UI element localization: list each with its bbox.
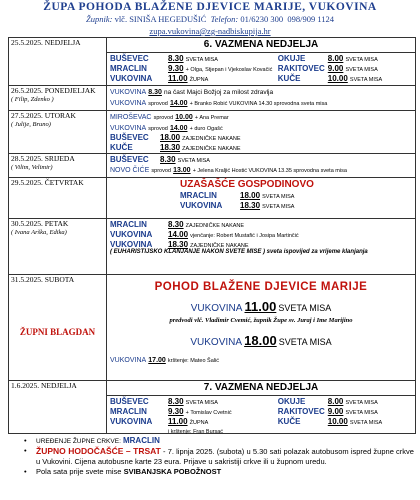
date: 31.5.2025. SUBOTA [11, 275, 75, 284]
time: 9.30 [168, 406, 184, 416]
table-row [8, 274, 416, 380]
place: VUKOVINA [110, 124, 147, 132]
table-row [8, 85, 416, 110]
list-item [24, 467, 414, 477]
time: 18.30 [168, 239, 189, 249]
time: 10.00 [327, 73, 348, 83]
time: 9.00 [327, 406, 344, 416]
intention: SVETA MISA [185, 400, 218, 407]
date: 26.5.2025. PONEDJELJAK [11, 86, 96, 95]
content-cell [107, 86, 415, 110]
date: 27.5.2025. UTORAK [11, 111, 76, 120]
date: 25.5.2025. NEDJELJA [11, 38, 81, 47]
date-cell [9, 178, 107, 218]
announcement-value: SVIBANJSKA POBOŽNOST [123, 467, 222, 477]
intention: ZAJEDNIČKE NAKANE [182, 145, 241, 152]
content-cell [107, 178, 415, 218]
time: 18.30 [240, 200, 261, 210]
list-item [24, 446, 414, 467]
presider-note: predvodi vlč. Vladimir Cvemić, župnik Župe sv. Juraj i Ime Marijino [169, 317, 353, 325]
time: 8.30 [148, 89, 162, 96]
time: 10.00 [175, 114, 193, 121]
intention: SVETA MISA [177, 158, 210, 164]
announcement-label: UREĐENJE ŽUPNE CRKVE: [36, 438, 121, 445]
time: 13.00 [173, 166, 191, 174]
page-header [0, 0, 420, 36]
time: 8.30 [168, 397, 184, 407]
time: 10.00 [327, 416, 348, 426]
intention: + Olga, Stjepan i Vjekoslav Kovačić [185, 66, 273, 73]
place: BUŠEVEC [110, 155, 149, 164]
time: 8.30 [168, 220, 184, 229]
place: KUČE [277, 73, 301, 83]
intention: + Ana Premar [194, 115, 229, 121]
date: 1.6.2025. NEDJELJA [11, 381, 77, 390]
time: 18.00 [160, 133, 181, 143]
time: 8.00 [327, 397, 344, 407]
table-row [8, 37, 416, 85]
baptism-note: i krštenje: Fran Bursać [168, 429, 224, 436]
day-heading: UZAŠAŠĆE GOSPODINOVO [180, 179, 314, 190]
intention: + duro Ogašć [189, 125, 223, 132]
intention: + Tomislav Cvetnić [185, 409, 232, 416]
time: 18.30 [160, 142, 181, 152]
phone: 01/6230 300 [240, 14, 284, 24]
name-day: ( Vilim, Velimir) [11, 163, 53, 171]
date: 30.5.2025. PETAK [11, 219, 69, 228]
announcement-label: ŽUPNO HODOČAŠĆE – TRSAT [36, 446, 161, 457]
time: 9.00 [327, 63, 344, 73]
intention: krštenje: Mateo Šalić [167, 358, 219, 365]
date-cell [9, 38, 107, 85]
email-link[interactable]: zupa.vukovina@zg-nadbiskupija.hr [149, 26, 271, 36]
intention: ZAJEDNIČKE NAKANE [190, 242, 249, 249]
place: NOVO ČIĆE [110, 166, 150, 174]
place: VUKOVINA [110, 99, 147, 107]
intention: na čast Majci Božjoj za milost zdravlja [164, 89, 274, 96]
bullet-icon: • [24, 467, 27, 477]
type: sprovod [153, 115, 174, 121]
content-cell [107, 219, 415, 274]
adoration-note: ( EUHARISTIJSKO KLANJANJE NAKON SVETE MISE ) sveta ispovijed za vrijeme klanjanja [110, 249, 368, 256]
announcement-text: - 7. lipnja 2025. (subota) u 5.30 sati polazak autobusom ispred župne crkve u Vukovini. Cijena autobusne karte 23 eura. Prijave u sakristiji crkve ili u župnom uredu. [36, 447, 414, 467]
announcement-text: Pola sata prije svete mise [36, 467, 122, 477]
time: 11.00 [244, 299, 277, 315]
pastor-name: vlč. SINIŠA HEGEDUŠIĆ [114, 14, 207, 24]
table-row [8, 110, 416, 153]
parish-title: ŽUPA POHODA BLAŽENE DJEVICE MARIJE, VUKOVINA [43, 1, 377, 13]
intention: ZAJEDNIČKE NAKANE [185, 223, 245, 229]
place: RAKITOVEC [277, 63, 325, 73]
content-cell [107, 381, 415, 436]
intention: ZAJEDNIČKE NAKANE [182, 136, 241, 143]
place: OKUJE [277, 397, 306, 407]
place: MRACLIN [110, 63, 147, 73]
intention: + Jelena Kraljić Hostić VUKOVINA 13.35 sprovodna sveta misa [192, 167, 347, 174]
place: VUKOVINA [180, 200, 223, 210]
day-heading: 6. VAZMENA NEDJELJA [107, 38, 415, 53]
intention: SVETA MISA [262, 194, 295, 201]
table-row [8, 380, 416, 434]
place: VUKOVINA [110, 357, 147, 365]
place: MRACLIN [110, 406, 147, 416]
place: VUKOVINA [190, 303, 243, 315]
intention: SVETA MISA [345, 66, 378, 73]
type: sprovod [148, 100, 168, 107]
date-cell [9, 381, 107, 433]
date: 28.5.2025. SRIJEDA [11, 154, 75, 163]
phone-label: Telefon: [210, 14, 239, 24]
name-day: ( Julije, Bruno) [11, 120, 51, 128]
content-cell [107, 38, 415, 85]
table-row [8, 153, 416, 177]
time: 17.00 [148, 357, 166, 365]
announcement-value: MRACLIN [122, 436, 160, 445]
time: 18.00 [240, 191, 261, 201]
place: VUKOVINA [110, 229, 153, 239]
contact-line [0, 14, 420, 24]
date-cell [9, 219, 107, 274]
time: 8.30 [160, 155, 176, 164]
type: sprovod [151, 167, 171, 174]
intention: SVETA MISA [345, 400, 378, 407]
intention: SVETA MISA [262, 203, 295, 210]
place: MRACLIN [110, 220, 147, 229]
date: 29.5.2025. ČETVRTAK [11, 178, 84, 187]
time: 8.00 [327, 54, 344, 64]
place: OKUJE [277, 54, 306, 64]
place: VUKOVINA [110, 89, 147, 96]
time: 14.00 [168, 229, 189, 239]
table-row [8, 218, 416, 274]
place: VUKOVINA [190, 337, 243, 349]
type: sprovod [148, 125, 168, 132]
intention: SVETA MISA [345, 409, 378, 416]
place: VUKOVINA [110, 239, 153, 249]
place: BUŠEVEC [110, 133, 149, 143]
place: RAKITOVEC [277, 406, 325, 416]
place: VUKOVINA [110, 416, 153, 426]
place: MRACLIN [180, 191, 217, 201]
content-cell [107, 111, 415, 153]
content-cell [107, 275, 415, 380]
time: 11.00 [168, 73, 188, 83]
pastor-label: Župnik: [85, 14, 113, 24]
place: KUČE [277, 416, 301, 426]
announcements [24, 436, 414, 477]
bullet-icon: • [24, 446, 27, 456]
date-cell [9, 275, 107, 380]
place: BUŠEVEC [110, 54, 149, 64]
intention: SVETA MISA [278, 337, 332, 348]
time: 14.00 [169, 124, 188, 132]
day-heading: 7. VAZMENA NEDJELJA [107, 381, 415, 396]
name-day: ( Filip, Zdenko ) [11, 95, 54, 103]
place: BUŠEVEC [110, 397, 149, 407]
intention: SVETA MISA [349, 76, 383, 83]
feast-heading: POHOD BLAŽENE DJEVICE MARIJE [154, 281, 368, 293]
place: VUKOVINA [110, 73, 153, 83]
intention: ŽUPNA [189, 419, 209, 426]
intention: SVETA MISA [349, 419, 383, 426]
bullet-icon: • [24, 436, 27, 445]
schedule-table [8, 37, 416, 434]
intention: ŽUPNA [189, 76, 209, 83]
list-item [24, 436, 414, 446]
time: 18.00 [244, 333, 277, 349]
time: 8.30 [168, 54, 184, 64]
intention: SVETA MISA [185, 57, 218, 64]
time: 14.00 [169, 99, 188, 107]
intention: SVETA MISA [345, 57, 378, 64]
content-cell [107, 154, 415, 177]
place: KUČE [110, 142, 133, 152]
name-day: ( Ivana Arška, Edika) [11, 228, 67, 236]
feast-label: ŽUPNI BLAGDAN [19, 326, 96, 337]
mobile: 098/909 1124 [287, 14, 335, 24]
table-row [8, 177, 416, 218]
date-cell [9, 111, 107, 153]
intention: vjenčanje: Robert Mustafić i Josipa Martinčić [190, 232, 299, 239]
time: 11.00 [168, 416, 188, 426]
date-cell [9, 86, 107, 110]
date-cell [9, 154, 107, 177]
intention: + Branko Robić VUKOVINA 14.30 sprovodna sveta misa [189, 100, 328, 107]
time: 9.30 [168, 63, 184, 73]
place: MIROŠEVAC [110, 114, 152, 121]
intention: SVETA MISA [278, 303, 332, 314]
